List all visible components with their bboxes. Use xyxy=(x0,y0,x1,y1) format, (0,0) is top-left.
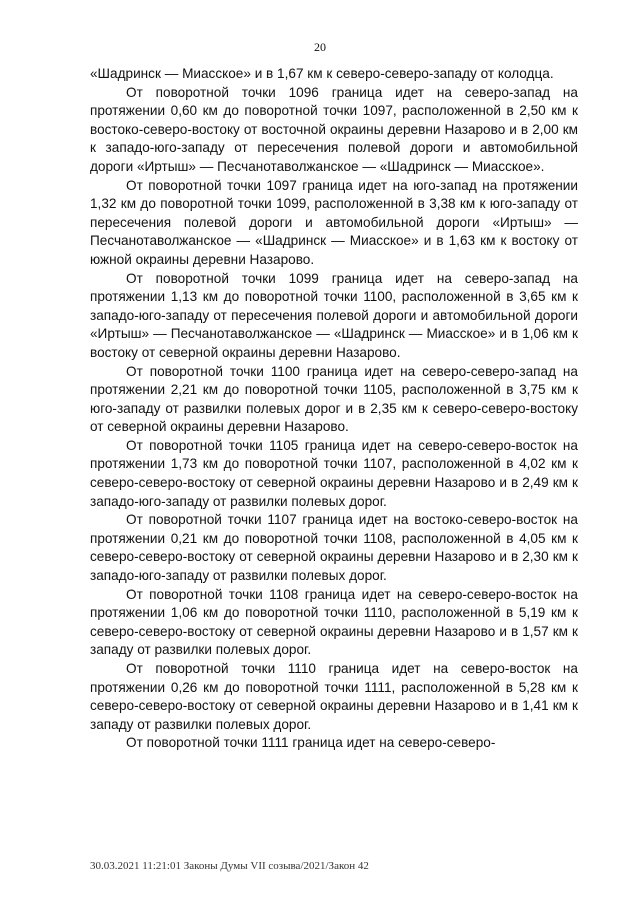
paragraph: От поворотной точки 1105 граница идет на северо-северо-восток на протяжении 1,73 км до поворотной точки 1107, расположенной в 4,02 км к северо-северо-востоку от северной окраины деревни Назарово и в 2,49 км к западо-юго-западу от развилки полевых дорог. xyxy=(90,437,578,509)
paragraph: От поворотной точки 1108 граница идет на северо-северо-восток на протяжении 1,06 км до поворотной точки 1110, расположенной в 5,19 км к северо-северо-востоку от северной окраины деревни Назарово и в 1,57 км к западу от развилки полевых дорог. xyxy=(90,586,578,658)
paragraph: «Шадринск — Миасское» и в 1,67 км к северо-северо-западу от колодца. xyxy=(90,66,554,81)
paragraph: От поворотной точки 1097 граница идет на юго-запад на протяжении 1,32 км до поворотной точки 1099, расположенной в 3,38 км к юго-западу от пересечения полевой дороги и автомобильной дороги «Иртыш» — Песчанотаволжанское — «Шадринск — Миасское» и в 1,63 км к востоку от южной окраины деревни Назарово. xyxy=(90,177,578,267)
paragraph: От поворотной точки 1110 граница идет на северо-восток на протяжении 0,26 км до поворотной точки 1111, расположенной в 5,28 км к северо-северо-востоку от северной окраины деревни Назарово и в 1,41 км к западу от развилки полевых дорог. xyxy=(90,661,578,732)
paragraph: От поворотной точки 1111 граница идет на северо-северо- xyxy=(126,735,496,751)
paragraph: От поворотной точки 1099 граница идет на северо-запад на протяжении 1,13 км до поворотной точки 1100, расположенной в 3,65 км к западо-юго-западу от пересечения полевой дороги и автомобильной дороги «Иртыш» — Песчанотаволжанское — «Шадринск — Миасское» и в 1,06 км к востоку от северной окраины деревни Назарово. xyxy=(90,270,578,360)
document-footer: 30.03.2021 11:21:01 Законы Думы VII созыва/2021/Закон 42 xyxy=(90,860,369,872)
paragraph: От поворотной точки 1100 граница идет на северо-северо-запад на протяжении 2,21 км до поворотной точки 1105, расположенной в 3,75 км к юго-западу от развилки полевых дорог и в 2,35 км к северо-северо-востоку от северной окраины деревни Назарово. xyxy=(90,363,578,435)
page-number: 20 xyxy=(314,40,326,54)
paragraph: От поворотной точки 1096 граница идет на северо-запад на протяжении 0,60 км до поворотной точки 1097, расположенной в 2,50 км к востоко-северо-востоку от восточной окраины деревни Назарово и в 2,00 км к западо-юго-западу от пересечения полевой дороги и автомобильной дороги «Иртыш» — Песчанотаволжанское — «Шадринск — Миасское». xyxy=(90,84,578,174)
paragraph: От поворотной точки 1107 граница идет на востоко-северо-восток на протяжении 0,21 км до поворотной точки 1108, расположенной в 4,05 км к северо-северо-востоку от северной окраины деревни Назарово и в 2,30 км к западо-юго-западу от развилки полевых дорог. xyxy=(90,512,578,584)
document-body xyxy=(90,65,578,753)
